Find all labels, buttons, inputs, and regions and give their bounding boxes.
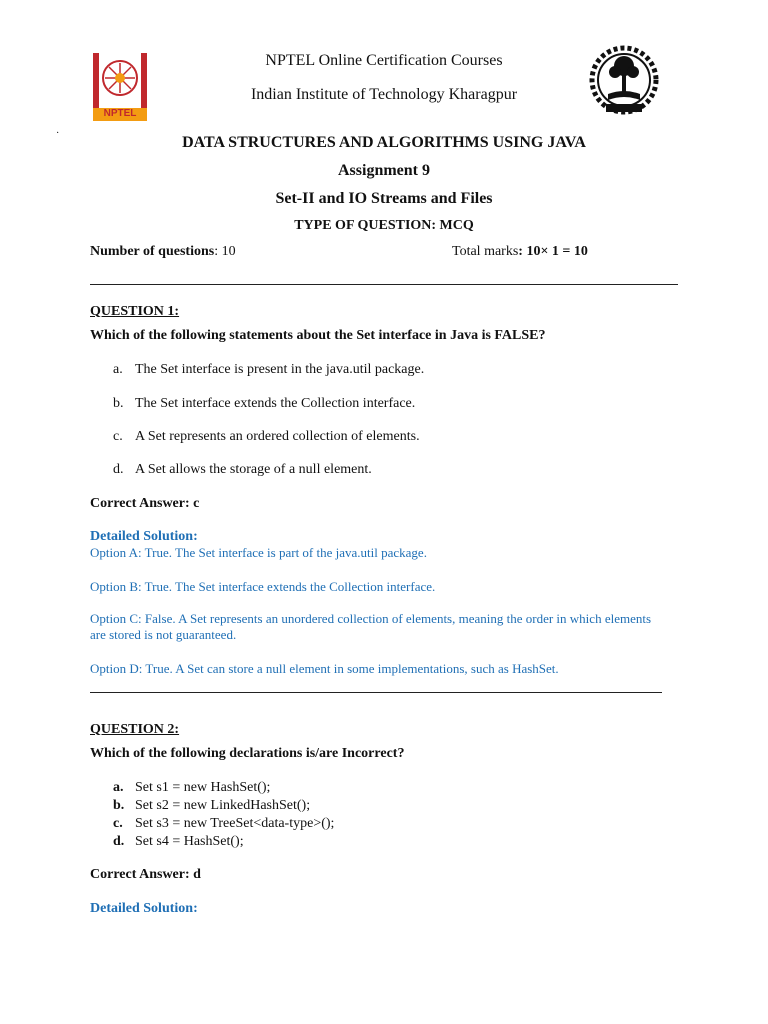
number-of-questions: Number of questions: 10 (90, 244, 236, 259)
question-type: TYPE OF QUESTION: MCQ (294, 218, 474, 233)
q1-option-a: a. The Set interface is present in the java.util package. (113, 362, 425, 377)
q1-solution-a: Option A: True. The Set interface is part of the java.util package. (90, 545, 427, 560)
assignment-title: Assignment 9 (337, 162, 430, 179)
q1-option-c: c. A Set represents an ordered collection of elements. (113, 429, 420, 444)
q1-solution-d: Option D: True. A Set can store a null element in some implementations, such as HashSet. (90, 661, 559, 676)
stray-dot: · (56, 128, 60, 139)
question-2-text: Which of the following declarations is/are Incorrect? (90, 746, 405, 761)
q2-solution-heading: Detailed Solution: (90, 901, 198, 916)
divider-q1 (90, 692, 662, 693)
q2-option-d: d. Set s4 = HashSet(); (113, 834, 244, 849)
q2-option-a: a. Set s1 = new HashSet(); (113, 780, 271, 795)
header-line-2: Indian Institute of Technology Kharagpur (250, 86, 518, 103)
question-2-answer: Correct Answer: d (90, 867, 201, 882)
course-title: DATA STRUCTURES AND ALGORITHMS USING JAVA (182, 134, 586, 151)
nptel-logo-text: NPTEL (103, 108, 137, 119)
q2-option-b: b. Set s2 = new LinkedHashSet(); (113, 798, 311, 813)
total-marks: Total marks: 10× 1 = 10 (452, 244, 588, 259)
q1-solution-b: Option B: True. The Set interface extends the Collection interface. (90, 579, 436, 594)
header-line-1: NPTEL Online Certification Courses (265, 52, 503, 69)
q1-solution-c-cont: are stored is not guaranteed. (90, 627, 237, 642)
q1-option-b: b. The Set interface extends the Collection interface. (113, 396, 416, 411)
q1-solution-heading: Detailed Solution: (90, 529, 198, 544)
question-1-heading: QUESTION 1: (90, 304, 180, 319)
question-1-answer: Correct Answer: c (90, 496, 200, 511)
q1-option-d: d. A Set allows the storage of a null element. (113, 462, 372, 477)
question-2-heading: QUESTION 2: (90, 722, 180, 737)
q2-option-c: c. Set s3 = new TreeSet<data-type>(); (113, 816, 335, 831)
divider-top (90, 284, 678, 285)
q1-solution-c: Option C: False. A Set represents an unordered collection of elements, meaning the order in which elements (90, 611, 652, 626)
question-1-text: Which of the following statements about the Set interface in Java is FALSE? (90, 328, 546, 343)
topic-title: Set-II and IO Streams and Files (275, 190, 493, 207)
